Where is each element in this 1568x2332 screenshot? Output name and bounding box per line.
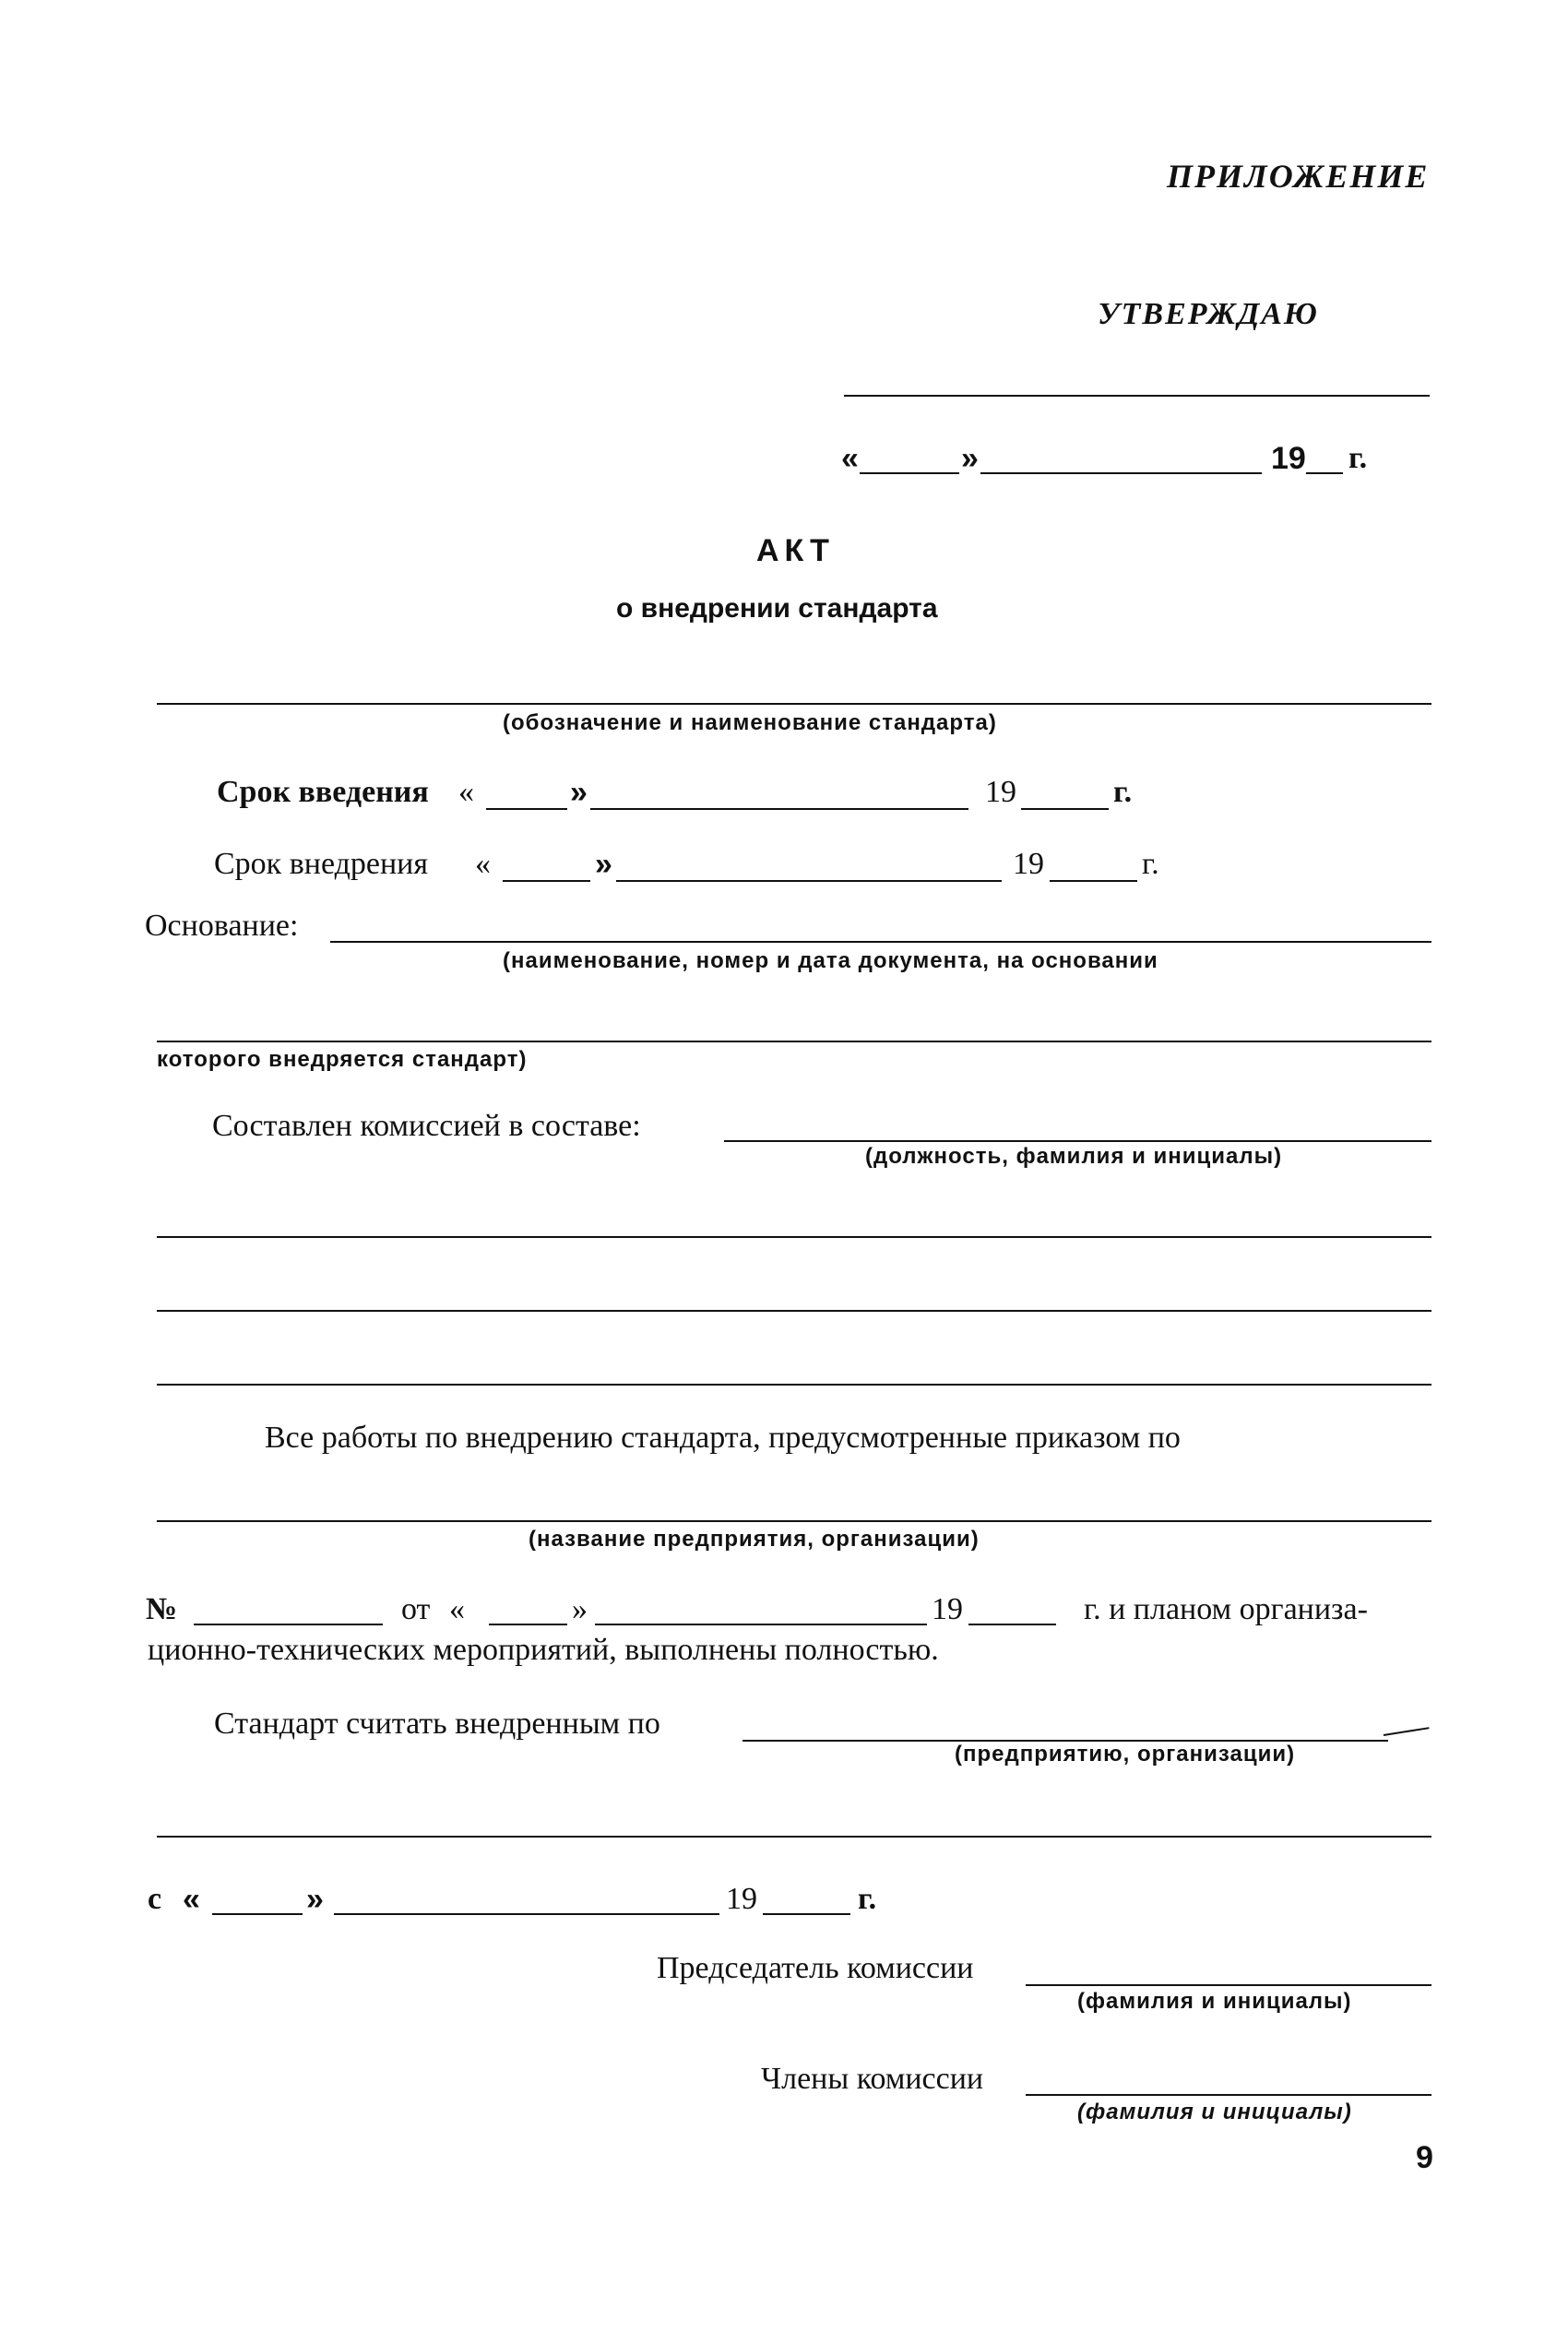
since-year-prefix: 19 [726, 1882, 757, 1916]
intro-month-line[interactable] [590, 808, 968, 810]
order-number-line[interactable] [194, 1624, 383, 1625]
approve-year-suffix: г. [1348, 441, 1368, 475]
standard-caption: (обозначение и наименование стандарта) [503, 710, 997, 735]
since-year-suffix: г. [858, 1882, 877, 1916]
impl-date-label: Срок внедрения [214, 847, 429, 881]
enterprise-line[interactable] [157, 1520, 1431, 1522]
intro-date-label: Срок введения [217, 775, 429, 809]
since-month-line[interactable] [334, 1913, 719, 1915]
commission-label: Составлен комиссией в составе: [212, 1109, 641, 1143]
order-month-line[interactable] [595, 1624, 927, 1625]
basis-line[interactable] [330, 941, 1431, 943]
commission-line[interactable] [724, 1140, 1431, 1142]
impl-year-prefix: 19 [1013, 847, 1044, 881]
intro-day-line[interactable] [486, 808, 567, 810]
appendix-heading: ПРИЛОЖЕНИЕ [1167, 158, 1430, 195]
document-title: АКТ [756, 533, 835, 568]
approve-heading: УТВЕРЖДАЮ [1098, 297, 1319, 331]
enterprise-caption: (название предприятия, организации) [529, 1527, 980, 1552]
chairman-line[interactable] [1026, 1984, 1431, 1986]
commission-line-3[interactable] [157, 1310, 1431, 1312]
since-quote-close: » [306, 1882, 324, 1917]
commission-line-2[interactable] [157, 1236, 1431, 1238]
approve-quote-close: » [961, 441, 979, 476]
page-number: 9 [1416, 2140, 1433, 2175]
considered-caption: (предприятию, организации) [955, 1742, 1296, 1767]
considered-line-tail [1384, 1727, 1430, 1736]
chairman-label: Председатель комиссии [657, 1951, 974, 1985]
commission-line-4[interactable] [157, 1384, 1431, 1386]
members-caption: (фамилия и инициалы) [1077, 2100, 1352, 2124]
standard-name-line[interactable] [157, 703, 1431, 705]
basis-line-2[interactable] [157, 1041, 1431, 1042]
since-year-line[interactable] [763, 1913, 850, 1915]
impl-quote-open: « [475, 847, 491, 881]
commission-caption: (должность, фамилия и инициалы) [865, 1144, 1283, 1169]
since-word: с [148, 1882, 162, 1916]
basis-caption-1: (наименование, номер и дата документа, на основании [503, 948, 1158, 973]
intro-quote-open: « [458, 775, 474, 809]
members-label: Члены комиссии [761, 2062, 984, 2096]
since-day-line[interactable] [212, 1913, 303, 1915]
plan-text: г. и планом организа- [1084, 1592, 1368, 1626]
number-sign: № [146, 1592, 178, 1626]
approve-year-line[interactable] [1306, 472, 1343, 474]
since-quote-open: « [183, 1882, 200, 1917]
chairman-caption: (фамилия и инициалы) [1077, 1989, 1352, 2014]
from-word: от [401, 1592, 431, 1626]
approve-day-line[interactable] [860, 472, 959, 474]
order-quote-open: « [449, 1592, 465, 1626]
members-line[interactable] [1026, 2094, 1431, 2096]
considered-line-2[interactable] [157, 1836, 1431, 1838]
intro-quote-close: » [570, 775, 588, 810]
impl-month-line[interactable] [616, 880, 1002, 882]
impl-quote-close: » [595, 847, 612, 882]
approve-quote-open: « [841, 441, 859, 476]
document-subtitle: о внедрении стандарта [616, 593, 938, 624]
impl-year-suffix: г. [1142, 847, 1159, 881]
approver-signature-line[interactable] [844, 395, 1430, 397]
order-day-line[interactable] [489, 1624, 567, 1625]
order-year-prefix: 19 [932, 1592, 963, 1626]
basis-caption-2: которого внедряется стандарт) [157, 1047, 528, 1072]
approve-month-line[interactable] [980, 472, 1262, 474]
impl-year-line[interactable] [1050, 880, 1137, 882]
order-quote-close: » [572, 1592, 588, 1626]
intro-year-prefix: 19 [985, 775, 1016, 809]
considered-label: Стандарт считать внедренным по [214, 1707, 660, 1741]
intro-year-suffix: г. [1113, 775, 1133, 809]
order-year-line[interactable] [968, 1624, 1056, 1625]
works-text: Все работы по внедрению стандарта, предусмотренные приказом по [265, 1421, 1181, 1455]
basis-label: Основание: [145, 909, 299, 943]
intro-year-line[interactable] [1021, 808, 1109, 810]
impl-day-line[interactable] [503, 880, 590, 882]
approve-year-prefix: 19 [1271, 441, 1306, 476]
plan-text-2: ционно-технических мероприятий, выполнены полностью. [148, 1633, 939, 1667]
